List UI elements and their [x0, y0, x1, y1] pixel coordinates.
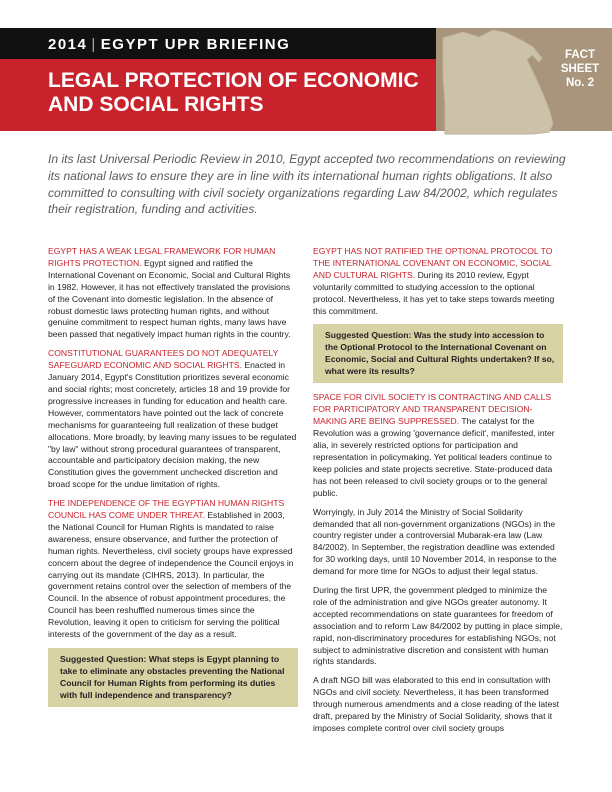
section-heading: CONSTITUTIONAL GUARANTEES DO NOT ADEQUATELY SAFEGUARD ECONOMIC AND SOCIAL RIGHTS. — [48, 348, 279, 371]
suggested-question-box: Suggested Question: Was the study into accession to the Optional Protocol to the International Covenant on Economic, Social and Cultural Rights undertaken? If so, what were its results? — [313, 324, 563, 383]
fact-sheet-number: No. 2 — [565, 77, 595, 89]
section-body: Established in 2003, the National Council for Human Rights is mandated to raise awareness, ensure observance, and further the protection of human rights. Nevertheless, civil society groups have expressed concern about the degree of independence the Council enjoys in carrying out its mandate (CIHRS, 2013). In particular, the government retains control over the selection of members of the Council. In the absence of robust appointment procedures, the Council has been reshuffled numerous times since the Revolution, leaving it open to criticism for serving the political interests of the government of the day as a result. — [48, 510, 294, 640]
section-heading: THE INDEPENDENCE OF THE EGYPTIAN HUMAN RIGHTS COUNCIL HAS COME UNDER THREAT. — [48, 498, 285, 521]
paragraph-first-upr: During the first UPR, the government pledged to minimize the role of the administration and give NGOs greater autonomy. It accepted recommendations on state guarantees for freedom of association and to reform Law 84/2002 by putting in place simple, rapid, non-discriminatory procedures for establishing NGOs, not subject to administrative discretion and consistent with human rights standards. — [313, 585, 563, 667]
section-body: Egypt signed and ratified the International Covenant on Economic, Social and Cultural Rights in 1982. However, it has not effectively translated the provisions of the Covenant into domestic legislation. In the absence of robust domestic laws protecting human rights, and without genuine commitment to respect human rights, many laws have been passed that negatively impact human rights in the country. — [48, 257, 291, 340]
paragraph-draft-ngo-bill: A draft NGO bill was elaborated to this end in consultation with NGOs and civil society. Nevertheless, it has been transformed through numerous amendments and a close reading of the latest draft, prepared by the Ministry of Social Solidarity, shows that it imposes complete control over civil society groups — [313, 675, 560, 733]
header-series — [48, 36, 290, 53]
paragraph-ngo-registration: Worryingly, in July 2014 the Ministry of Social Solidarity demanded that all non-government organizations (NGOs) in the country register under a controversial Mubarak-era law (Law 84/2002). In September, the registration deadline was extended for 30 working days, until 10 November 2014, in response to the demand for more time for NGOs to adjust their legal status. — [313, 506, 557, 577]
section-body: Enacted in January 2014, Egypt's Constitution prioritizes several economic and social rights; most concretely, articles 18 and 19 provide for progressive increases in funding for education and health care. However, commentators have pointed out the lack of concrete mechanisms for guaranteeing full realization of these budget allocations. More broadly, by leaving many issues to be regulated "by law" without strong procedural guarantees of transparent, accountable and participatory decision making, the new Constitution gives the government unchecked discretion and broad scope for the undue limitation of rights. — [48, 360, 297, 490]
fact-sheet-line2: SHEET — [560, 63, 600, 75]
section-human-rights-council — [48, 498, 298, 641]
section-body: During its 2010 review, Egypt voluntarily committed to studying accession to the optional protocol. Nevertheless, it has yet to take steps towards meeting this commitment. — [313, 269, 555, 316]
section-heading: EGYPT HAS A WEAK LEGAL FRAMEWORK FOR HUMAN RIGHTS PROTECTION. — [48, 246, 276, 268]
egypt-map-icon — [437, 16, 557, 144]
intro-paragraph: In its last Universal Periodic Review in 2010, Egypt accepted two recommendations on reviewing its national laws to ensure they are in line with its international human rights obligations. It also committed to consulting with civil society organizations regarding Law 84/2002, which regulates their registration, funding and activities. — [48, 152, 566, 217]
page-title: LEGAL PROTECTION OF ECONOMIC AND SOCIAL RIGHTS — [48, 69, 419, 116]
right-column — [313, 246, 563, 742]
left-column — [48, 246, 298, 716]
header-year: 2014 — [48, 36, 88, 53]
suggested-question-box: Suggested Question: What steps is Egypt planning to take to eliminate any obstacles preventing the National Council for Human Rights from performing its duties with full independence and transparency? — [48, 648, 298, 707]
fact-sheet-label — [548, 48, 612, 90]
section-heading: EGYPT HAS NOT RATIFIED THE OPTIONAL PROTOCOL TO THE INTERNATIONAL COVENANT ON ECONOMIC, SOCIAL AND CULTURAL RIGHTS. — [313, 246, 553, 280]
section-heading: SPACE FOR CIVIL SOCIETY IS CONTRACTING AND CALLS FOR PARTICIPATORY AND TRANSPARENT DECISION-MAKING ARE BEING SUPPRESSED. — [313, 392, 552, 427]
section-optional-protocol — [313, 246, 563, 317]
header-series-label: EGYPT UPR BRIEFING — [100, 36, 291, 53]
section-body: The catalyst for the Revolution was a growing 'governance deficit', manifested, inter alia, in severely restricted options for participation and representation in policymaking. Yet political leaders continue to keep policies and state projects secretive. State-produced data has not been released to civil society groups or to the general public. — [313, 416, 555, 498]
section-civil-society — [313, 392, 563, 499]
section-constitutional-guarantees — [48, 348, 298, 491]
header-separator: | — [91, 36, 97, 53]
section-legal-framework — [48, 246, 298, 341]
fact-sheet-line1: FACT — [564, 49, 596, 61]
